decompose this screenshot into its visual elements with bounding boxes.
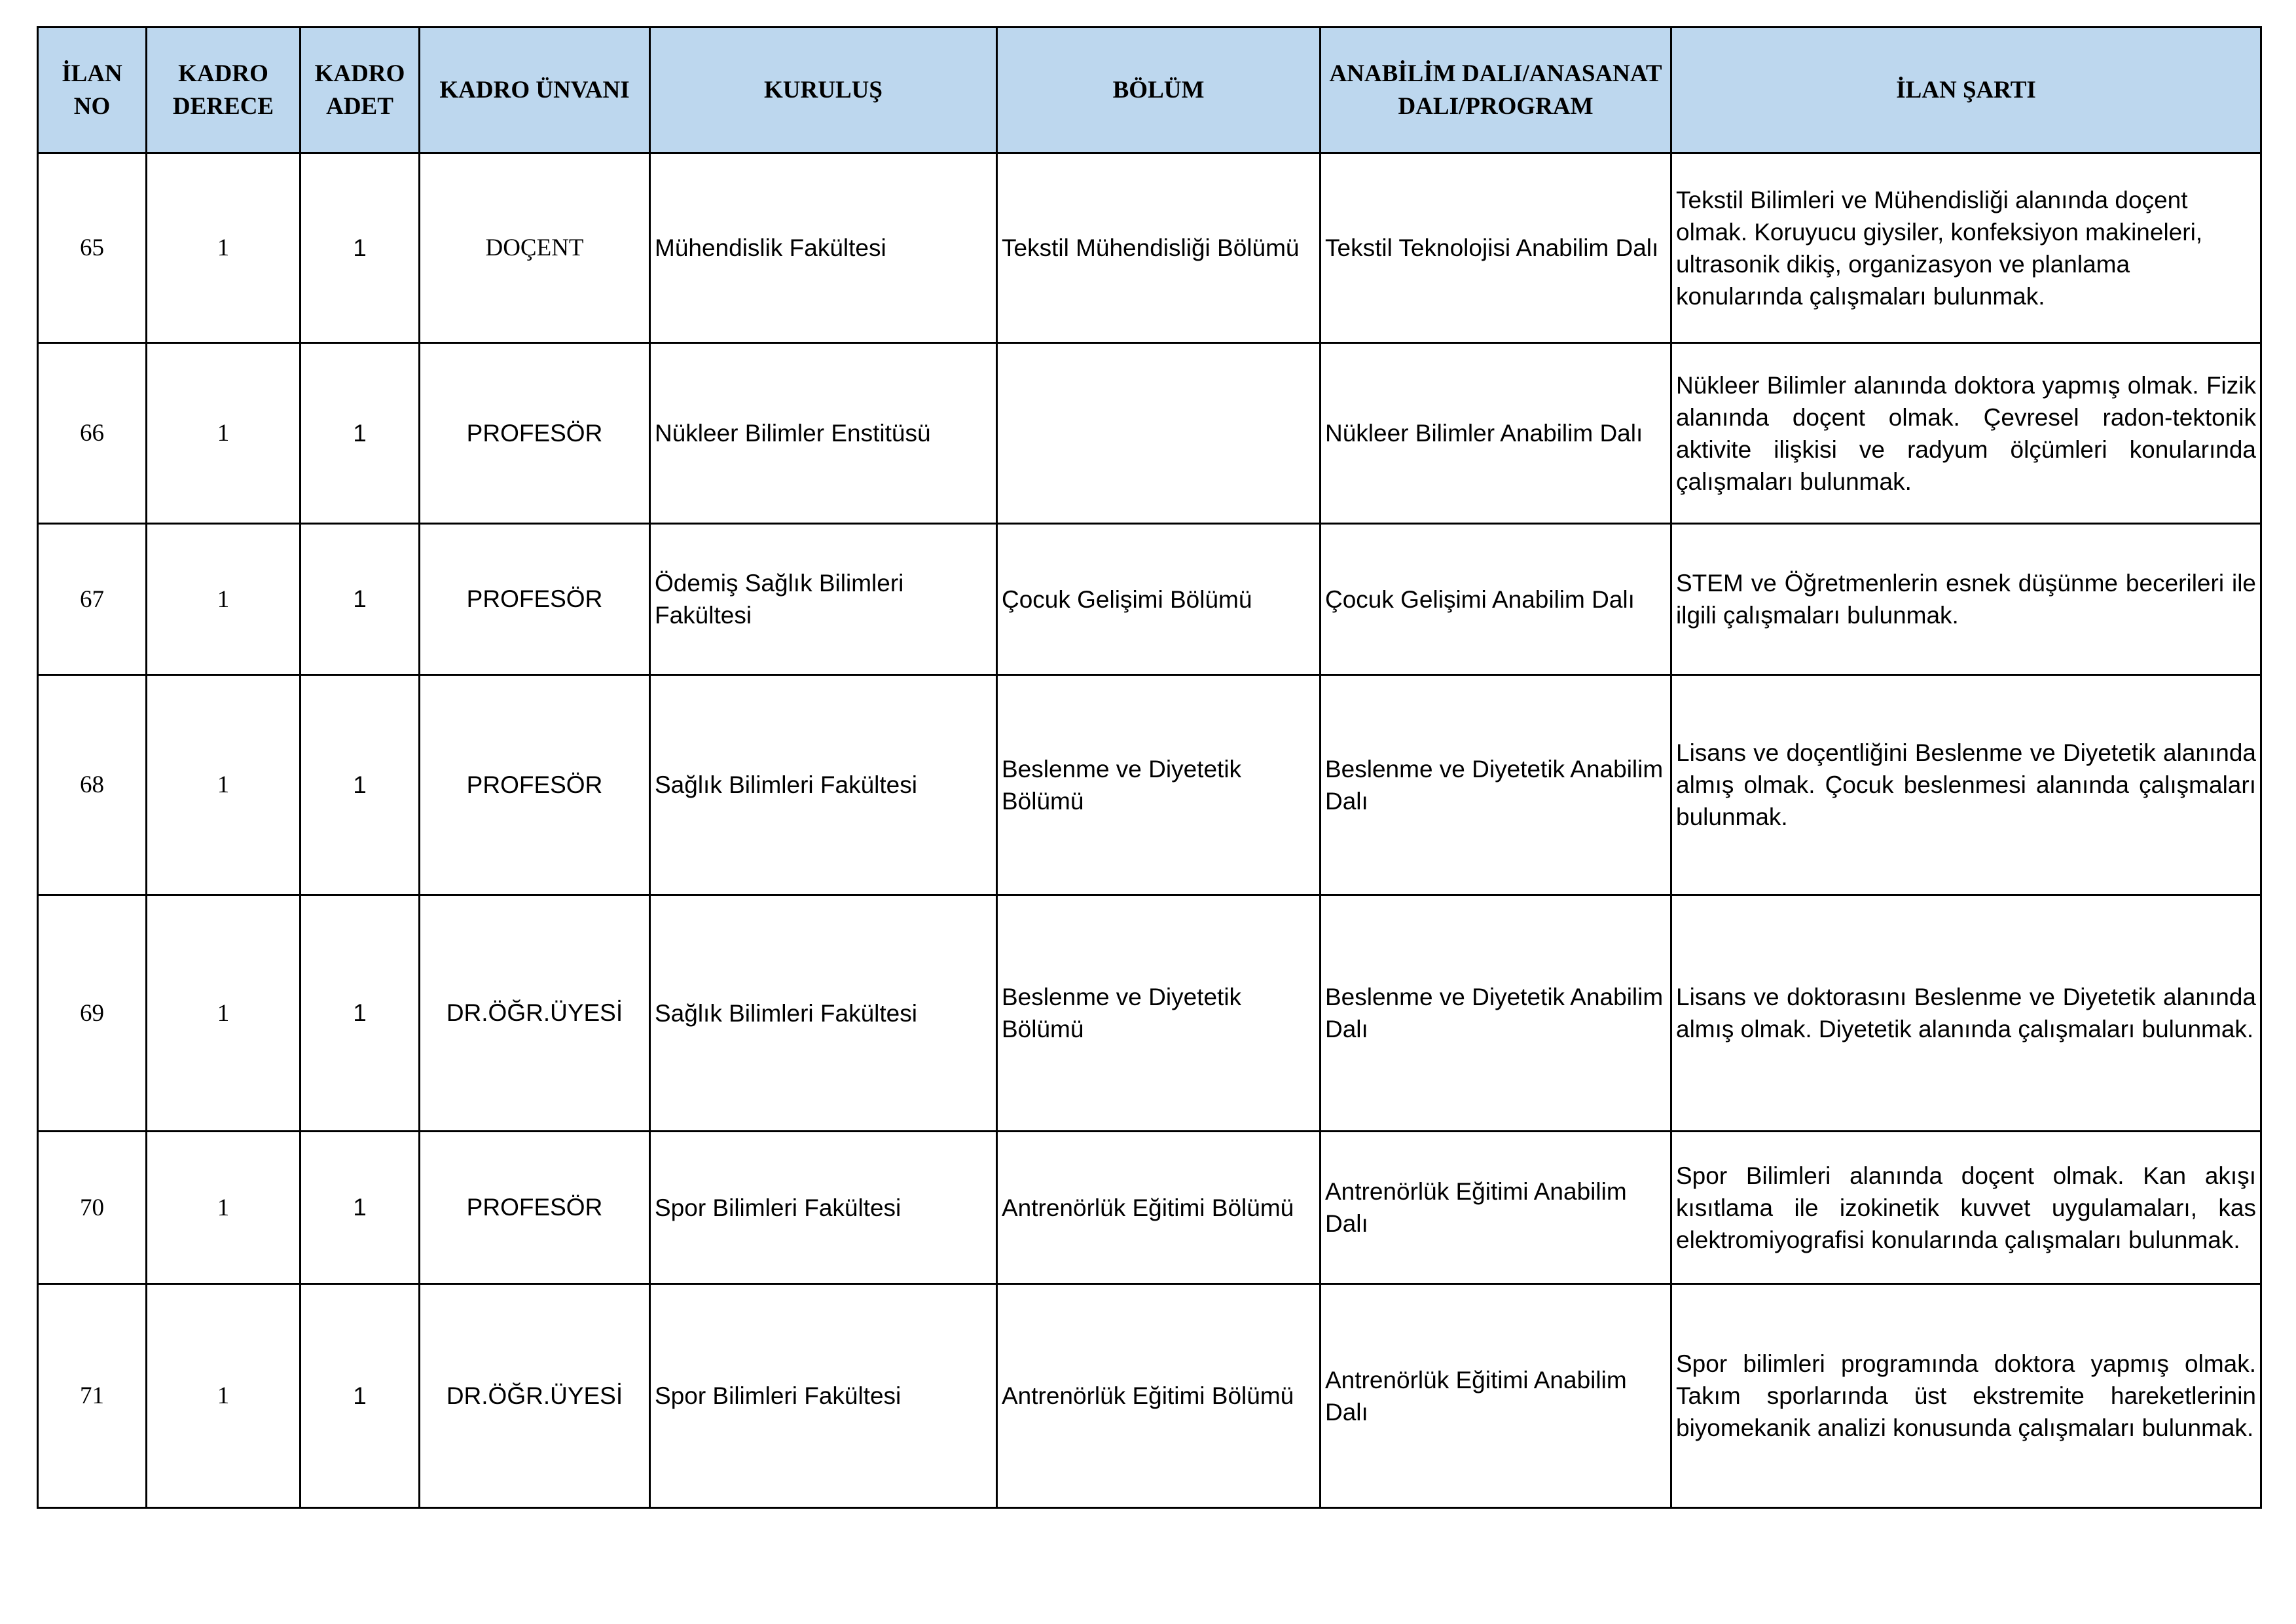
- table-row: [38, 524, 2261, 675]
- cell-anabilim-dali: Tekstil Teknolojisi Anabilim Dalı: [1321, 153, 1671, 343]
- cell-bolum: Antrenörlük Eğitimi Bölümü: [997, 1132, 1321, 1284]
- cell-kadro-unvani: PROFESÖR: [420, 524, 650, 675]
- cell-kurulus: Spor Bilimleri Fakültesi: [650, 1132, 997, 1284]
- document-page: [37, 26, 2260, 1509]
- cell-kadro-adet: 1: [301, 1284, 420, 1508]
- header-kadro-derece: KADRO DERECE: [147, 28, 301, 153]
- cell-kadro-unvani: PROFESÖR: [420, 1132, 650, 1284]
- cell-anabilim-dali: Çocuk Gelişimi Anabilim Dalı: [1321, 524, 1671, 675]
- cell-kadro-unvani: PROFESÖR: [420, 675, 650, 895]
- cell-ilan-sarti: Nükleer Bilimler alanında doktora yapmış olmak. Fizik alanında doçent olmak. Çevresel radon-tektonik aktivite ilişkisi ve radyum ölçümleri konularında çalışmaları bulunmak.: [1671, 343, 2261, 524]
- cell-kadro-adet: 1: [301, 524, 420, 675]
- cell-kadro-adet: 1: [301, 895, 420, 1132]
- cell-kurulus: Ödemiş Sağlık Bilimleri Fakültesi: [650, 524, 997, 675]
- cell-ilan-sarti: Tekstil Bilimleri ve Mühendisliği alanında doçent olmak. Koruyucu giysiler, konfeksiyon makineleri, ultrasonik dikiş, organizasyon ve planlama konularında çalışmaları bulunmak.: [1671, 153, 2261, 343]
- cell-ilan-no: 70: [38, 1132, 147, 1284]
- cell-anabilim-dali: Antrenörlük Eğitimi Anabilim Dalı: [1321, 1132, 1671, 1284]
- table-row: [38, 675, 2261, 895]
- cell-kadro-derece: 1: [147, 153, 301, 343]
- cell-kadro-derece: 1: [147, 343, 301, 524]
- cell-bolum: Beslenme ve Diyetetik Bölümü: [997, 675, 1321, 895]
- cell-kadro-derece: 1: [147, 1132, 301, 1284]
- header-bolum: BÖLÜM: [997, 28, 1321, 153]
- cell-kadro-derece: 1: [147, 1284, 301, 1508]
- cell-kadro-derece: 1: [147, 675, 301, 895]
- cell-ilan-sarti: Lisans ve doktorasını Beslenme ve Diyetetik alanında almış olmak. Diyetetik alanında çalışmaları bulunmak.: [1671, 895, 2261, 1132]
- cell-kadro-derece: 1: [147, 524, 301, 675]
- cell-kurulus: Nükleer Bilimler Enstitüsü: [650, 343, 997, 524]
- cell-kadro-adet: 1: [301, 343, 420, 524]
- cell-ilan-sarti: STEM ve Öğretmenlerin esnek düşünme becerileri ile ilgili çalışmaları bulunmak.: [1671, 524, 2261, 675]
- header-ilan-sarti: İLAN ŞARTI: [1671, 28, 2261, 153]
- table-row: [38, 1284, 2261, 1508]
- cell-bolum: Antrenörlük Eğitimi Bölümü: [997, 1284, 1321, 1508]
- cell-kadro-unvani: DOÇENT: [420, 153, 650, 343]
- cell-kurulus: Mühendislik Fakültesi: [650, 153, 997, 343]
- cell-bolum: [997, 343, 1321, 524]
- cell-kadro-unvani: DR.ÖĞR.ÜYESİ: [420, 895, 650, 1132]
- cell-kadro-derece: 1: [147, 895, 301, 1132]
- cell-ilan-no: 71: [38, 1284, 147, 1508]
- header-kadro-unvani: KADRO ÜNVANI: [420, 28, 650, 153]
- cell-ilan-no: 68: [38, 675, 147, 895]
- cell-kadro-unvani: PROFESÖR: [420, 343, 650, 524]
- table-row: [38, 895, 2261, 1132]
- cell-ilan-no: 66: [38, 343, 147, 524]
- cell-bolum: Beslenme ve Diyetetik Bölümü: [997, 895, 1321, 1132]
- table-row: [38, 343, 2261, 524]
- table-row: [38, 1132, 2261, 1284]
- cell-kurulus: Spor Bilimleri Fakültesi: [650, 1284, 997, 1508]
- cell-anabilim-dali: Nükleer Bilimler Anabilim Dalı: [1321, 343, 1671, 524]
- cell-bolum: Çocuk Gelişimi Bölümü: [997, 524, 1321, 675]
- cell-kurulus: Sağlık Bilimleri Fakültesi: [650, 895, 997, 1132]
- cell-ilan-no: 69: [38, 895, 147, 1132]
- cell-ilan-no: 67: [38, 524, 147, 675]
- header-kurulus: KURULUŞ: [650, 28, 997, 153]
- header-ilan-no: İLAN NO: [38, 28, 147, 153]
- cell-kadro-adet: 1: [301, 1132, 420, 1284]
- header-anabilim-dali: ANABİLİM DALI/ANASANAT DALI/PROGRAM: [1321, 28, 1671, 153]
- table-row: [38, 153, 2261, 343]
- cell-ilan-sarti: Lisans ve doçentliğini Beslenme ve Diyetetik alanında almış olmak. Çocuk beslenmesi alanında çalışmaları bulunmak.: [1671, 675, 2261, 895]
- cell-anabilim-dali: Antrenörlük Eğitimi Anabilim Dalı: [1321, 1284, 1671, 1508]
- cell-ilan-sarti: Spor bilimleri programında doktora yapmış olmak. Takım sporlarında üst ekstremite hareketlerinin biyomekanik analizi konusunda çalışmaları bulunmak.: [1671, 1284, 2261, 1508]
- cell-kurulus: Sağlık Bilimleri Fakültesi: [650, 675, 997, 895]
- table-header-row: [38, 28, 2261, 153]
- cell-anabilim-dali: Beslenme ve Diyetetik Anabilim Dalı: [1321, 675, 1671, 895]
- cell-ilan-sarti: Spor Bilimleri alanında doçent olmak. Kan akışı kısıtlama ile izokinetik kuvvet uygulamaları, kas elektromiyografisi konularında çalışmaları bulunmak.: [1671, 1132, 2261, 1284]
- job-posting-table: [37, 26, 2262, 1509]
- cell-kadro-unvani: DR.ÖĞR.ÜYESİ: [420, 1284, 650, 1508]
- cell-ilan-no: 65: [38, 153, 147, 343]
- cell-anabilim-dali: Beslenme ve Diyetetik Anabilim Dalı: [1321, 895, 1671, 1132]
- header-kadro-adet: KADRO ADET: [301, 28, 420, 153]
- cell-bolum: Tekstil Mühendisliği Bölümü: [997, 153, 1321, 343]
- cell-kadro-adet: 1: [301, 675, 420, 895]
- cell-kadro-adet: 1: [301, 153, 420, 343]
